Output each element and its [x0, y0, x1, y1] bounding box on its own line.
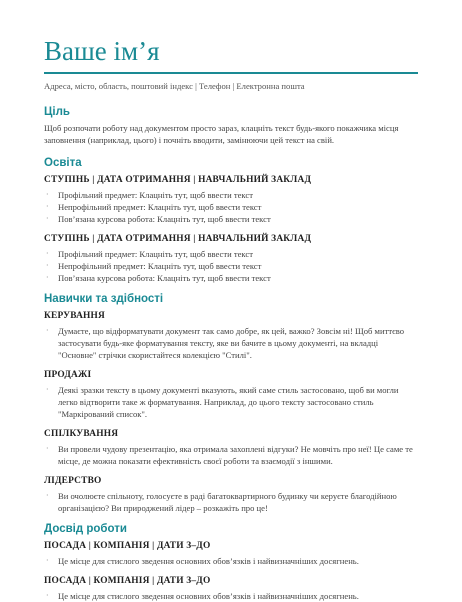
- education-entry: [44, 233, 418, 284]
- education-entry: [44, 174, 418, 225]
- name-title[interactable]: Ваше ім’я: [44, 36, 160, 66]
- list-item[interactable]: · Це місце для стислого зведення основних обов’язків і найвизначніших досягнень.: [46, 556, 359, 566]
- bullet-icon: ·: [46, 556, 49, 565]
- experience-entry: [44, 540, 418, 567]
- skill-heading[interactable]: СПІЛКУВАННЯ: [44, 429, 119, 439]
- bullet-icon: ·: [46, 202, 49, 211]
- skill-heading[interactable]: ПРОДАЖІ: [44, 370, 92, 380]
- experience-heading[interactable]: Досвід роботи: [44, 523, 127, 535]
- skill-list: [44, 443, 418, 467]
- list-item[interactable]: · Деякі зразки тексту в цьому документі вказують, який саме стиль застосовано, щоб ви могли легко відтворити таке ж форматування. Наприклад, до цього тексту застосовано стиль "Маркірований список".: [46, 385, 399, 419]
- experience-list: [44, 590, 418, 602]
- experience-entry-heading[interactable]: ПОСАДА | КОМПАНІЯ | ДАТИ З–ДО: [44, 576, 211, 586]
- bullet-icon: ·: [46, 261, 49, 270]
- skill-entry: [44, 428, 418, 467]
- skill-entry: [44, 310, 418, 361]
- list-item[interactable]: · Пов’язана курсова робота: Клацніть тут, щоб ввести текст: [46, 273, 271, 283]
- contact-line[interactable]: Адреса, місто, область, поштовий індекс | Телефон | Електронна пошта: [44, 81, 305, 91]
- bullet-icon: ·: [46, 273, 49, 282]
- list-item[interactable]: · Профільний предмет: Клацніть тут, щоб ввести текст: [46, 190, 253, 200]
- skill-heading[interactable]: ЛІДЕРСТВО: [44, 476, 102, 486]
- education-entry-list: [44, 248, 418, 284]
- list-item[interactable]: · Профільний предмет: Клацніть тут, щоб ввести текст: [46, 249, 253, 259]
- education-entry-heading[interactable]: СТУПІНЬ | ДАТА ОТРИМАННЯ | НАВЧАЛЬНИЙ ЗАКЛАД: [44, 175, 312, 185]
- list-item[interactable]: · Непрофільний предмет: Клацніть тут, щоб ввести текст: [46, 261, 262, 271]
- experience-entry-heading[interactable]: ПОСАДА | КОМПАНІЯ | ДАТИ З–ДО: [44, 541, 211, 551]
- education-section: [44, 156, 418, 284]
- skill-heading[interactable]: КЕРУВАННЯ: [44, 311, 106, 321]
- skill-list: [44, 384, 418, 420]
- list-item[interactable]: · Непрофільний предмет: Клацніть тут, щоб ввести текст: [46, 202, 262, 212]
- title-divider: [44, 72, 418, 74]
- education-entry-heading[interactable]: СТУПІНЬ | ДАТА ОТРИМАННЯ | НАВЧАЛЬНИЙ ЗАКЛАД: [44, 234, 312, 244]
- education-entry-list: [44, 189, 418, 225]
- skill-list: [44, 325, 418, 361]
- skill-entry: [44, 369, 418, 420]
- skill-list: [44, 490, 418, 514]
- list-item[interactable]: · Ви очолюєте спільноту, голосуєте в раді багатоквартирного будинку чи керуєте благодійною організацією? Ви природжений лідер – розкажіть про це!: [46, 491, 397, 513]
- education-heading[interactable]: Освіта: [44, 157, 82, 169]
- bullet-icon: ·: [46, 491, 49, 500]
- list-item[interactable]: · Думаєте, що відформатувати документ так само добре, як цей, важко? Зовсім ні! Щоб миттєво застосувати будь-яке форматування тексту, яке ви бачите в цьому документі, на вкладці "Основне" стрічки скористайтеся колекцією "Стилі".: [46, 326, 405, 360]
- bullet-icon: ·: [46, 444, 49, 453]
- list-item[interactable]: · Пов’язана курсова робота: Клацніть тут, щоб ввести текст: [46, 214, 271, 224]
- skill-entry: [44, 475, 418, 514]
- bullet-icon: ·: [46, 249, 49, 258]
- experience-section: [44, 522, 418, 602]
- experience-list: [44, 555, 418, 567]
- skills-heading[interactable]: Навички та здібності: [44, 293, 164, 305]
- bullet-icon: ·: [46, 214, 49, 223]
- skills-section: [44, 292, 418, 514]
- objective-heading[interactable]: Ціль: [44, 106, 70, 118]
- bullet-icon: ·: [46, 326, 49, 335]
- experience-entry: [44, 575, 418, 602]
- bullet-icon: ·: [46, 190, 49, 199]
- objective-text[interactable]: Щоб розпочати роботу над документом просто зараз, клацніть текст будь-якого покажчика місця заповнення (наприклад, цього) і почніть вводити, замінюючи цей текст на свій.: [44, 123, 399, 145]
- bullet-icon: ·: [46, 591, 49, 600]
- list-item[interactable]: · Ви провели чудову презентацію, яка отримала захоплені відгуки? Не мовчіть про неї! Це саме те місце, де можна показати ефективність своєї роботи та взаємодії з іншими.: [46, 444, 413, 466]
- bullet-icon: ·: [46, 385, 49, 394]
- objective-section: [44, 105, 418, 146]
- list-item[interactable]: · Це місце для стислого зведення основних обов’язків і найвизначніших досягнень.: [46, 591, 359, 601]
